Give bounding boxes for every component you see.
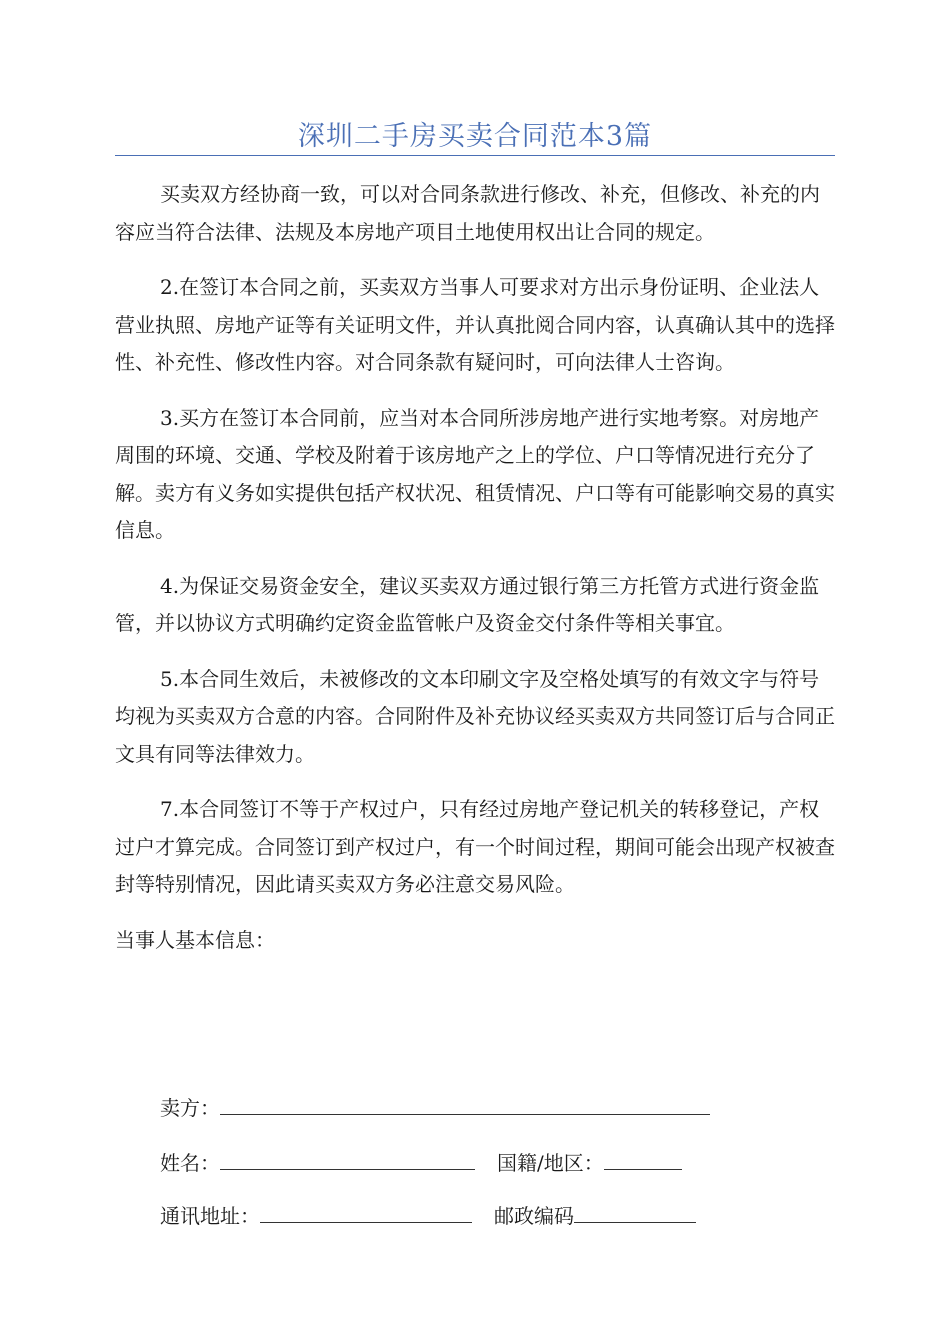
postcode-blank[interactable] — [574, 1200, 696, 1223]
name-label: 姓名： — [160, 1151, 220, 1175]
paragraph: 5.本合同生效后，未被修改的文本印刷文字及空格处填写的有效文字与符号均视为买卖双方合意的内容。合同附件及补充协议经买卖双方共同签订后与合同正文具有同等法律效力。 — [115, 666, 835, 766]
postcode-label: 邮政编码 — [494, 1204, 574, 1228]
address-label: 通讯地址： — [160, 1204, 260, 1228]
seller-label: 卖方： — [160, 1096, 220, 1120]
nationality-blank[interactable] — [604, 1147, 682, 1170]
address-blank[interactable] — [260, 1200, 472, 1223]
name-row — [160, 1147, 682, 1178]
paragraph: 买卖双方经协商一致，可以对合同条款进行修改、补充，但修改、补充的内容应当符合法律、法规及本房地产项目土地使用权出让合同的规定。 — [115, 182, 820, 244]
seller-row — [160, 1092, 710, 1123]
paragraph: 4.为保证交易资金安全，建议买卖双方通过银行第三方托管方式进行资金监管，并以协议方式明确约定资金监管帐户及资金交付条件等相关事宜。 — [115, 573, 820, 635]
party-heading: 当事人基本信息： — [115, 927, 275, 952]
address-row — [160, 1200, 696, 1231]
paragraph: 7.本合同签订不等于产权过户，只有经过房地产登记机关的转移登记，产权过户才算完成。合同签订到产权过户，有一个时间过程，期间可能会出现产权被查封等特别情况，因此请买卖双方务必注意交易风险。 — [115, 797, 835, 896]
document-body — [115, 176, 835, 977]
document-title: 深圳二手房买卖合同范本3篇 — [297, 121, 653, 152]
seller-blank[interactable] — [220, 1092, 710, 1115]
paragraph: 2.在签订本合同之前，买卖双方当事人可要求对方出示身份证明、企业法人营业执照、房地产证等有关证明文件，并认真批阅合同内容，认真确认其中的选择性、补充性、修改性内容。对合同条款有疑问时，可向法律人士咨询。 — [115, 275, 835, 374]
title-divider — [115, 155, 835, 156]
paragraph: 3.买方在签订本合同前，应当对本合同所涉房地产进行实地考察。对房地产周围的环境、交通、学校及附着于该房地产之上的学位、户口等情况进行充分了解。卖方有义务如实提供包括产权状况、租赁情况、户口等有可能影响交易的真实信息。 — [115, 405, 835, 542]
nationality-label: 国籍/地区： — [497, 1151, 604, 1175]
name-blank[interactable] — [220, 1147, 475, 1170]
